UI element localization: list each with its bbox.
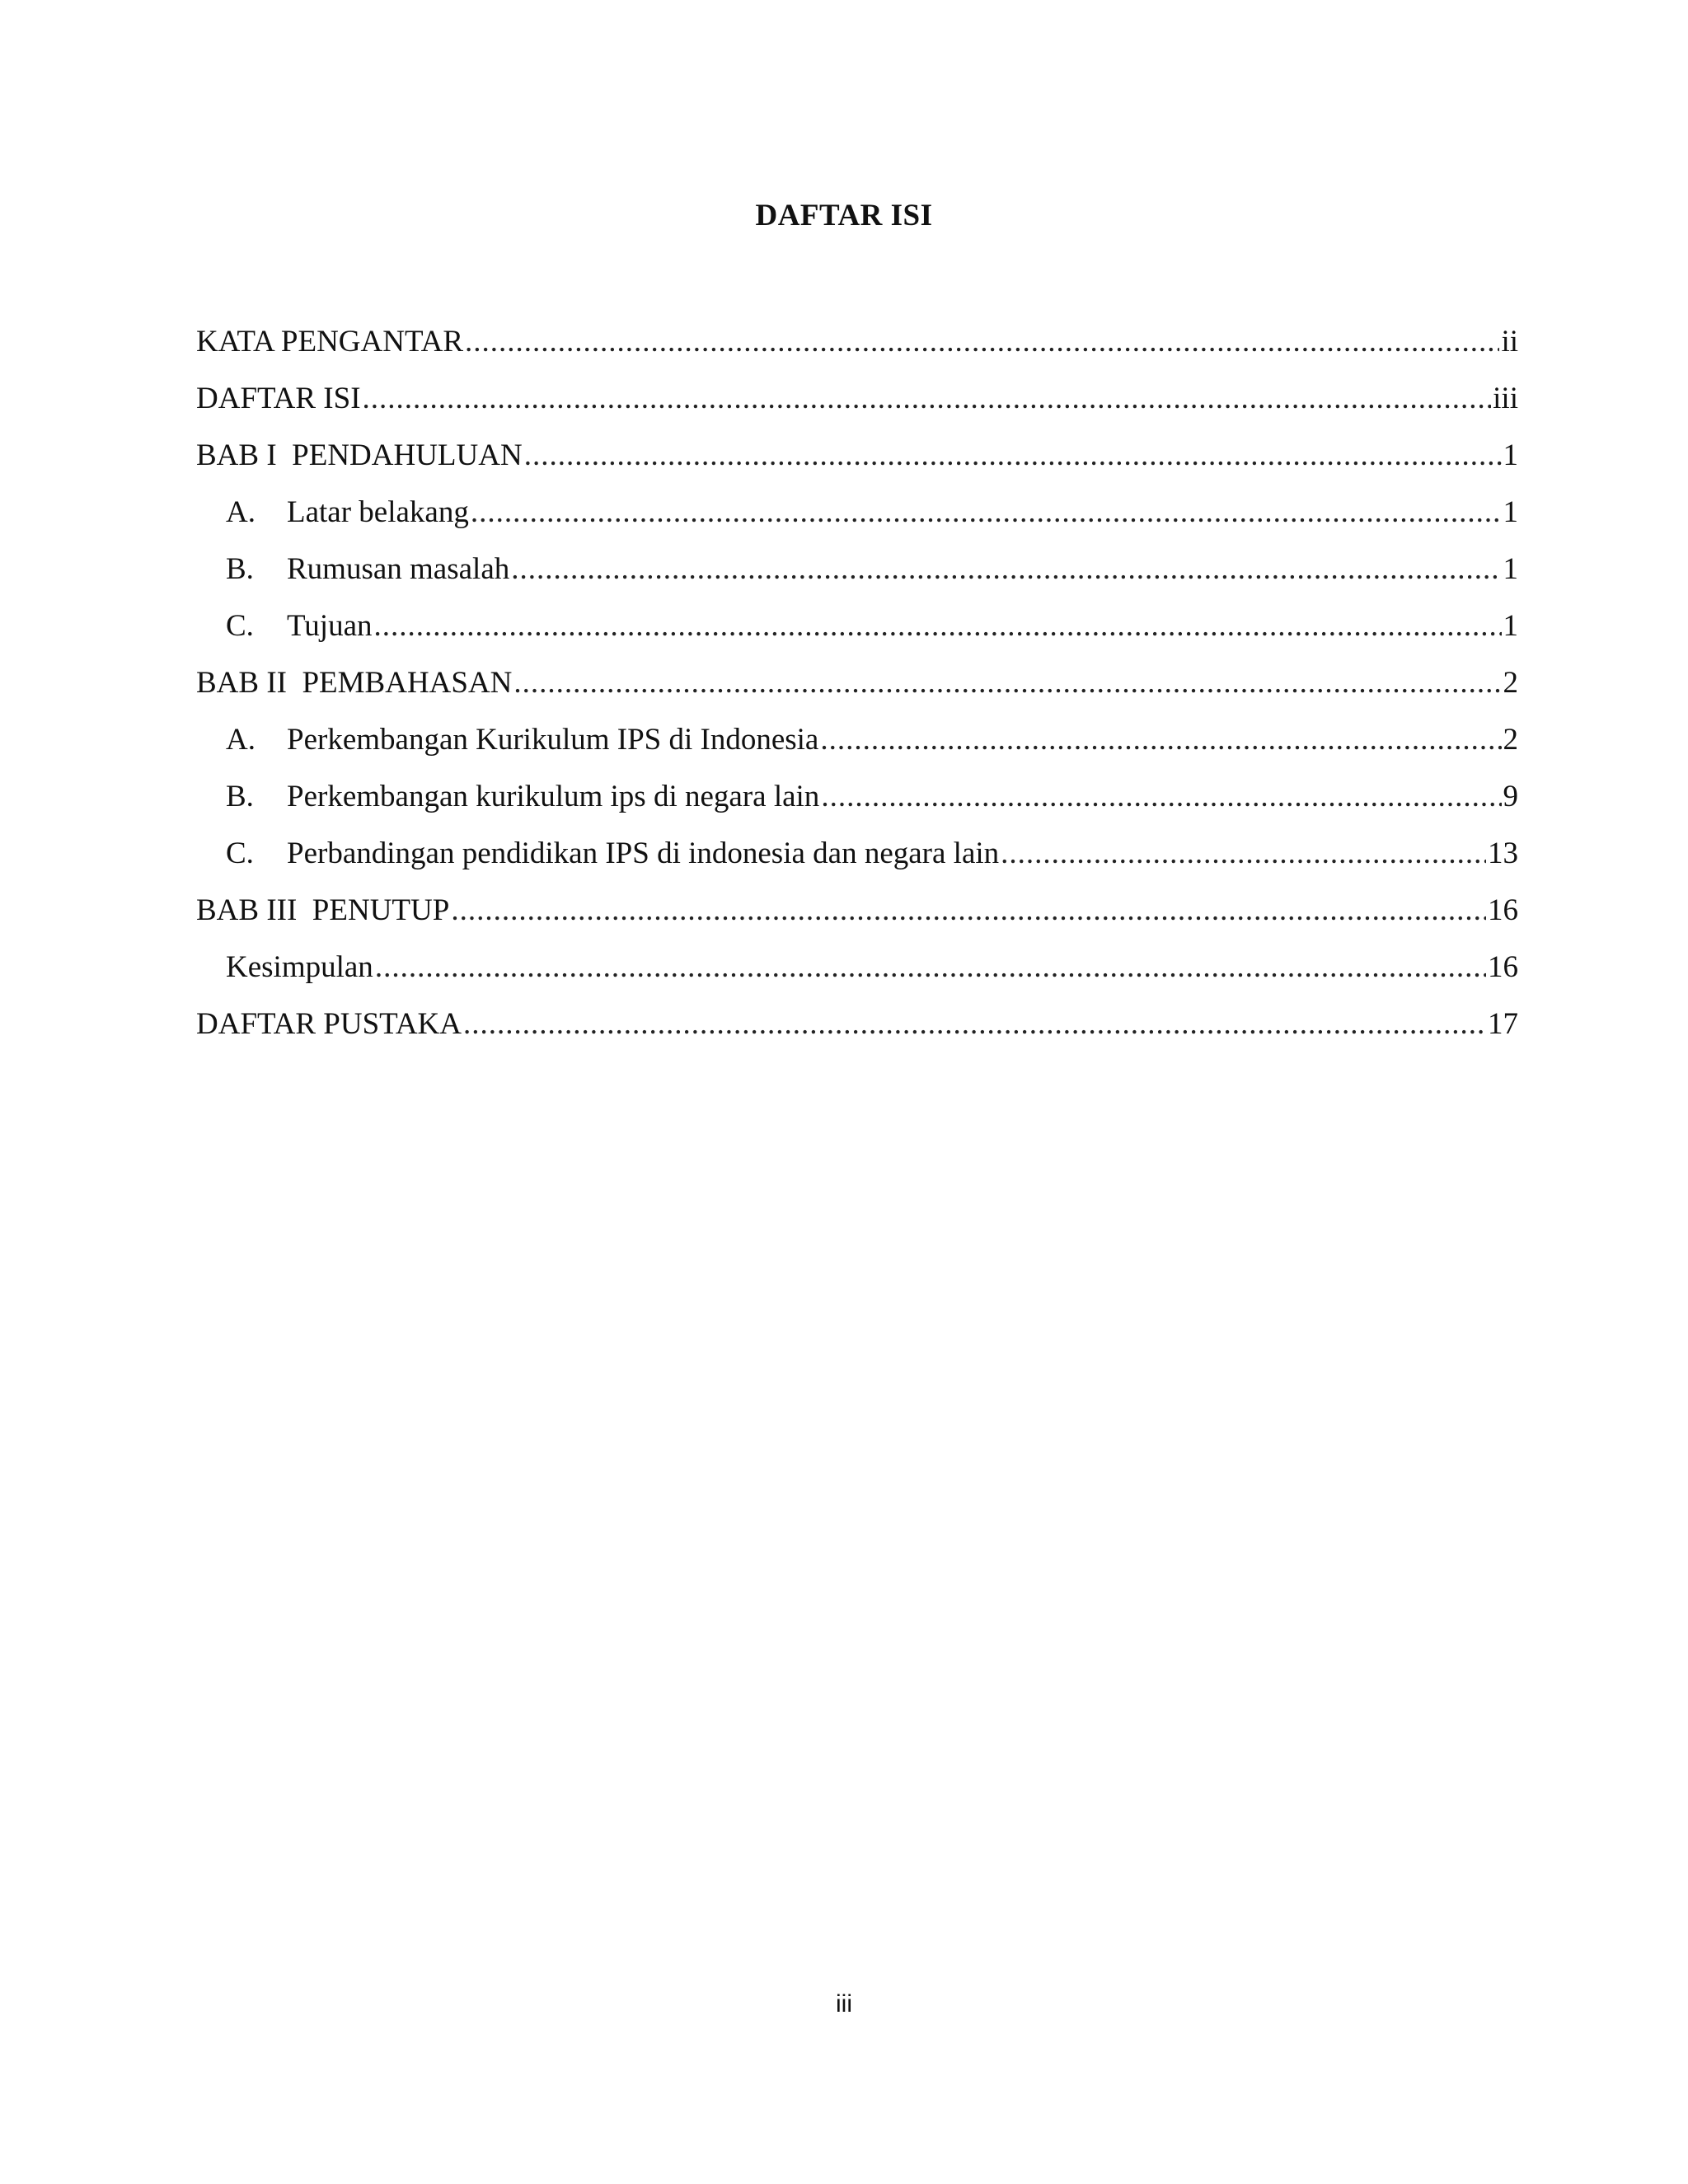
toc-entry-text: Perbandingan pendidikan IPS di indonesia dan negara lain xyxy=(287,837,1000,870)
toc-entry-page: 2 xyxy=(1503,666,1518,700)
toc-entry-page: 1 xyxy=(1503,552,1518,586)
toc-entry-kurikulum-negara-lain[interactable] xyxy=(196,768,1518,825)
toc-entry-text: Kesimpulan xyxy=(226,950,373,984)
toc-entry-page: 16 xyxy=(1488,893,1518,927)
toc-entry-letter: C. xyxy=(226,837,254,870)
toc-entry-text: DAFTAR PUSTAKA xyxy=(196,1007,462,1041)
toc-entry-page: 2 xyxy=(1503,723,1518,757)
toc-entry-kurikulum-indonesia[interactable] xyxy=(196,711,1518,768)
toc-dot-leader xyxy=(524,427,1502,484)
toc-dot-leader xyxy=(513,654,1501,711)
toc-entry-text: Perkembangan kurikulum ips di negara lain xyxy=(287,780,820,813)
toc-entry-letter: A. xyxy=(226,495,256,529)
toc-dot-leader xyxy=(375,939,1486,996)
toc-dot-leader xyxy=(820,711,1501,768)
toc-entry-daftar-isi[interactable] xyxy=(196,370,1518,427)
toc-dot-leader xyxy=(374,598,1502,654)
toc-dot-leader xyxy=(463,996,1486,1052)
toc-dot-leader xyxy=(511,541,1501,598)
toc-entry-page: 1 xyxy=(1503,495,1518,529)
page-number: iii xyxy=(836,1990,852,2018)
toc-entry-daftar-pustaka[interactable] xyxy=(196,996,1518,1052)
toc-dot-leader xyxy=(821,768,1501,825)
toc-entry-text: Rumusan masalah xyxy=(287,552,510,586)
toc-entry-bab-2[interactable] xyxy=(196,654,1518,711)
toc-entry-tujuan[interactable] xyxy=(196,598,1518,654)
toc-entry-letter: A. xyxy=(226,723,256,757)
toc-entry-text: BAB III PENUTUP xyxy=(196,893,450,927)
toc-entry-kata-pengantar[interactable] xyxy=(196,313,1518,370)
toc-entry-rumusan-masalah[interactable] xyxy=(196,541,1518,598)
toc-entry-bab-1[interactable] xyxy=(196,427,1518,484)
toc-entry-letter: C. xyxy=(226,609,254,643)
toc-entry-latar-belakang[interactable] xyxy=(196,484,1518,541)
toc-entry-text: BAB II PEMBAHASAN xyxy=(196,666,513,700)
table-of-contents xyxy=(196,313,1518,1052)
toc-entry-perbandingan[interactable] xyxy=(196,825,1518,882)
toc-entry-page: 1 xyxy=(1503,438,1518,472)
toc-entry-text: DAFTAR ISI xyxy=(196,382,361,415)
toc-entry-text: Perkembangan Kurikulum IPS di Indonesia xyxy=(287,723,819,757)
toc-dot-leader xyxy=(465,313,1499,370)
toc-entry-page: iii xyxy=(1493,382,1518,415)
toc-entry-page: 17 xyxy=(1488,1007,1518,1041)
toc-entry-letter: B. xyxy=(226,780,254,813)
toc-entry-page: 13 xyxy=(1488,837,1518,870)
toc-dot-leader xyxy=(1001,825,1486,882)
toc-entry-text: BAB I PENDAHULUAN xyxy=(196,438,523,472)
page-title: DAFTAR ISI xyxy=(755,199,933,232)
toc-dot-leader xyxy=(471,484,1502,541)
toc-entry-bab-3[interactable] xyxy=(196,882,1518,939)
toc-entry-text: Tujuan xyxy=(287,609,373,643)
toc-dot-leader xyxy=(363,370,1492,427)
toc-entry-page: 16 xyxy=(1488,950,1518,984)
toc-entry-page: 9 xyxy=(1503,780,1518,813)
toc-entry-letter: B. xyxy=(226,552,254,586)
toc-entry-text: KATA PENGANTAR xyxy=(196,325,464,359)
toc-entry-page: ii xyxy=(1501,325,1518,359)
toc-dot-leader xyxy=(451,882,1486,939)
toc-entry-text: Latar belakang xyxy=(287,495,469,529)
toc-entry-kesimpulan[interactable] xyxy=(196,939,1518,996)
toc-entry-page: 1 xyxy=(1503,609,1518,643)
